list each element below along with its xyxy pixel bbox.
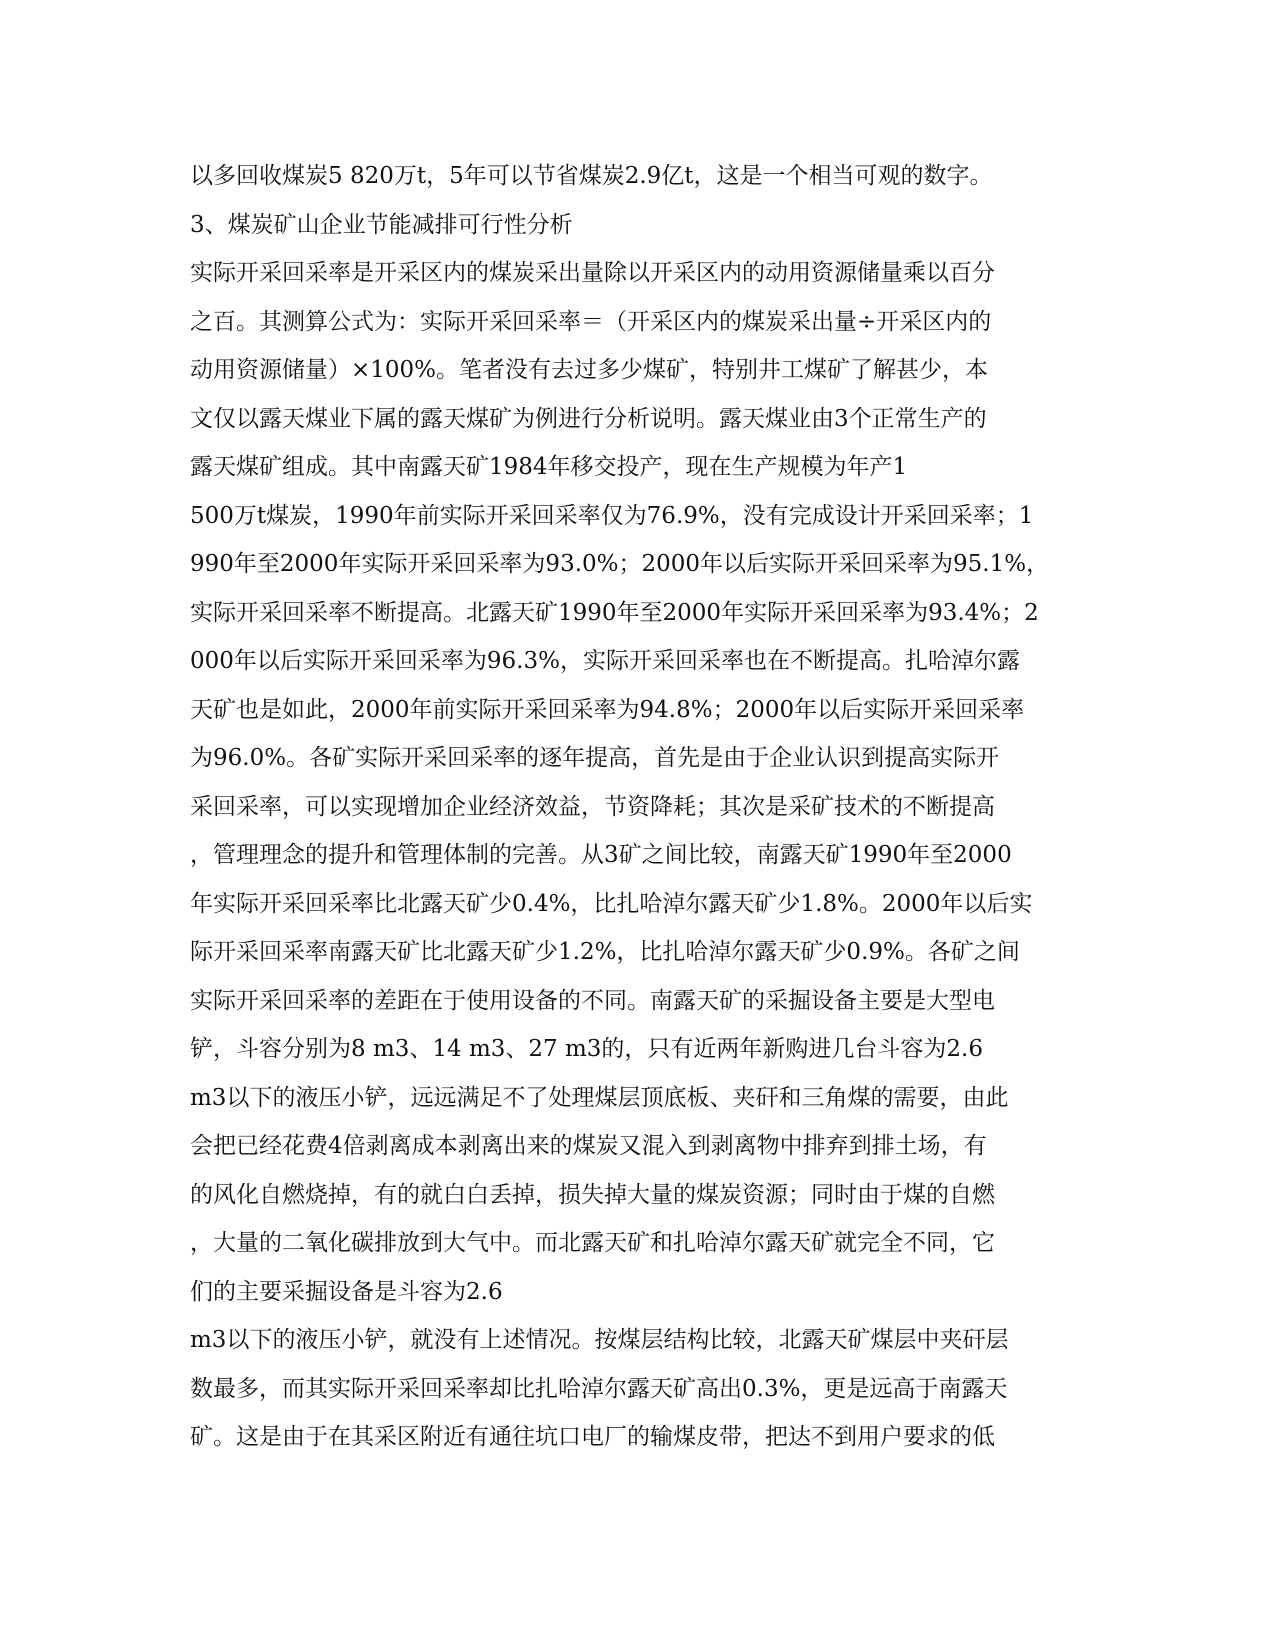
body-text <box>190 152 1070 1462</box>
text-line: 年实际开采回采率比北露天矿少0.4%，比扎哈淖尔露天矿少1.8%。2000年以后实 <box>190 890 1033 917</box>
text-line: 实际开采回采率是开采区内的煤炭采出量除以开采区内的动用资源储量乘以百分 <box>190 260 995 286</box>
section-heading: 3、煤炭矿山企业节能减排可行性分析 <box>190 211 573 238</box>
text-line: 实际开采回采率不断提高。北露天矿1990年至2000年实际开采回采率为93.4%；2 <box>190 599 1039 626</box>
text-line: m3以下的液压小铲，就没有上述情况。按煤层结构比较，北露天矿煤层中夹矸层 <box>190 1327 1009 1353</box>
text-line: 000年以后实际开采回采率为96.3%，实际开采回采率也在不断提高。扎哈淖尔露 <box>190 648 1020 674</box>
text-line: 际开采回采率南露天矿比北露天矿少1.2%，比扎哈淖尔露天矿少0.9%。各矿之间 <box>190 939 1020 965</box>
text-line: 露天煤矿组成。其中南露天矿1984年移交投产，现在生产规模为年产1 <box>190 454 908 480</box>
text-line: 矿。这是由于在其采区附近有通往坑口电厂的输煤皮带，把达不到用户要求的低 <box>190 1424 995 1450</box>
text-line: 的风化自燃烧掉，有的就白白丢掉，损失掉大量的煤炭资源；同时由于煤的自燃 <box>190 1181 995 1208</box>
text-line: 数最多，而其实际开采回采率却比扎哈淖尔露天矿高出0.3%，更是远高于南露天 <box>190 1375 1008 1402</box>
text-line: 会把已经花费4倍剥离成本剥离出来的煤炭又混入到剥离物中排弃到排土场，有 <box>190 1133 987 1159</box>
text-line: 铲，斗容分别为8 m3、14 m3、27 m3的，只有近两年新购进几台斗容为2.6 <box>190 1036 984 1062</box>
text-line: ，大量的二氧化碳排放到大气中。而北露天矿和扎哈淖尔露天矿就完全不同，它 <box>190 1230 995 1256</box>
text-line: 天矿也是如此，2000年前实际开采回采率为94.8%；2000年以后实际开采回采率 <box>190 696 1025 723</box>
text-line: 之百。其测算公式为：实际开采回采率＝（开采区内的煤炭采出量÷开采区内的 <box>190 308 992 335</box>
text-line: 500万t煤炭，1990年前实际开采回采率仅为76.9%，没有完成设计开采回采率；1 <box>190 502 1034 529</box>
text-line: 动用资源储量）×100%。笔者没有去过多少煤矿，特别井工煤矿了解甚少，本 <box>190 357 989 383</box>
text-line: 采回采率，可以实现增加企业经济效益，节资降耗；其次是采矿技术的不断提高 <box>190 793 995 820</box>
text-line: 们的主要采掘设备是斗容为2.6 <box>190 1278 503 1305</box>
text-line: 为96.0%。各矿实际开采回采率的逐年提高，首先是由于企业认识到提高实际开 <box>190 745 1000 771</box>
text-line: 文仅以露天煤业下属的露天煤矿为例进行分析说明。露天煤业由3个正常生产的 <box>190 405 987 432</box>
text-line: ，管理理念的提升和管理体制的完善。从3矿之间比较，南露天矿1990年至2000 <box>190 842 1012 868</box>
text-line: 990年至2000年实际开采回采率为93.0%；2000年以后实际开采回采率为95.1%， <box>190 551 1050 577</box>
text-line: 以多回收煤炭5 820万t，5年可以节省煤炭2.9亿t，这是一个相当可观的数字。 <box>190 163 993 189</box>
text-line: m3以下的液压小铲，远远满足不了处理煤层顶底板、夹矸和三角煤的需要，由此 <box>190 1084 1009 1111</box>
text-line: 实际开采回采率的差距在于使用设备的不同。南露天矿的采掘设备主要是大型电 <box>190 987 995 1014</box>
